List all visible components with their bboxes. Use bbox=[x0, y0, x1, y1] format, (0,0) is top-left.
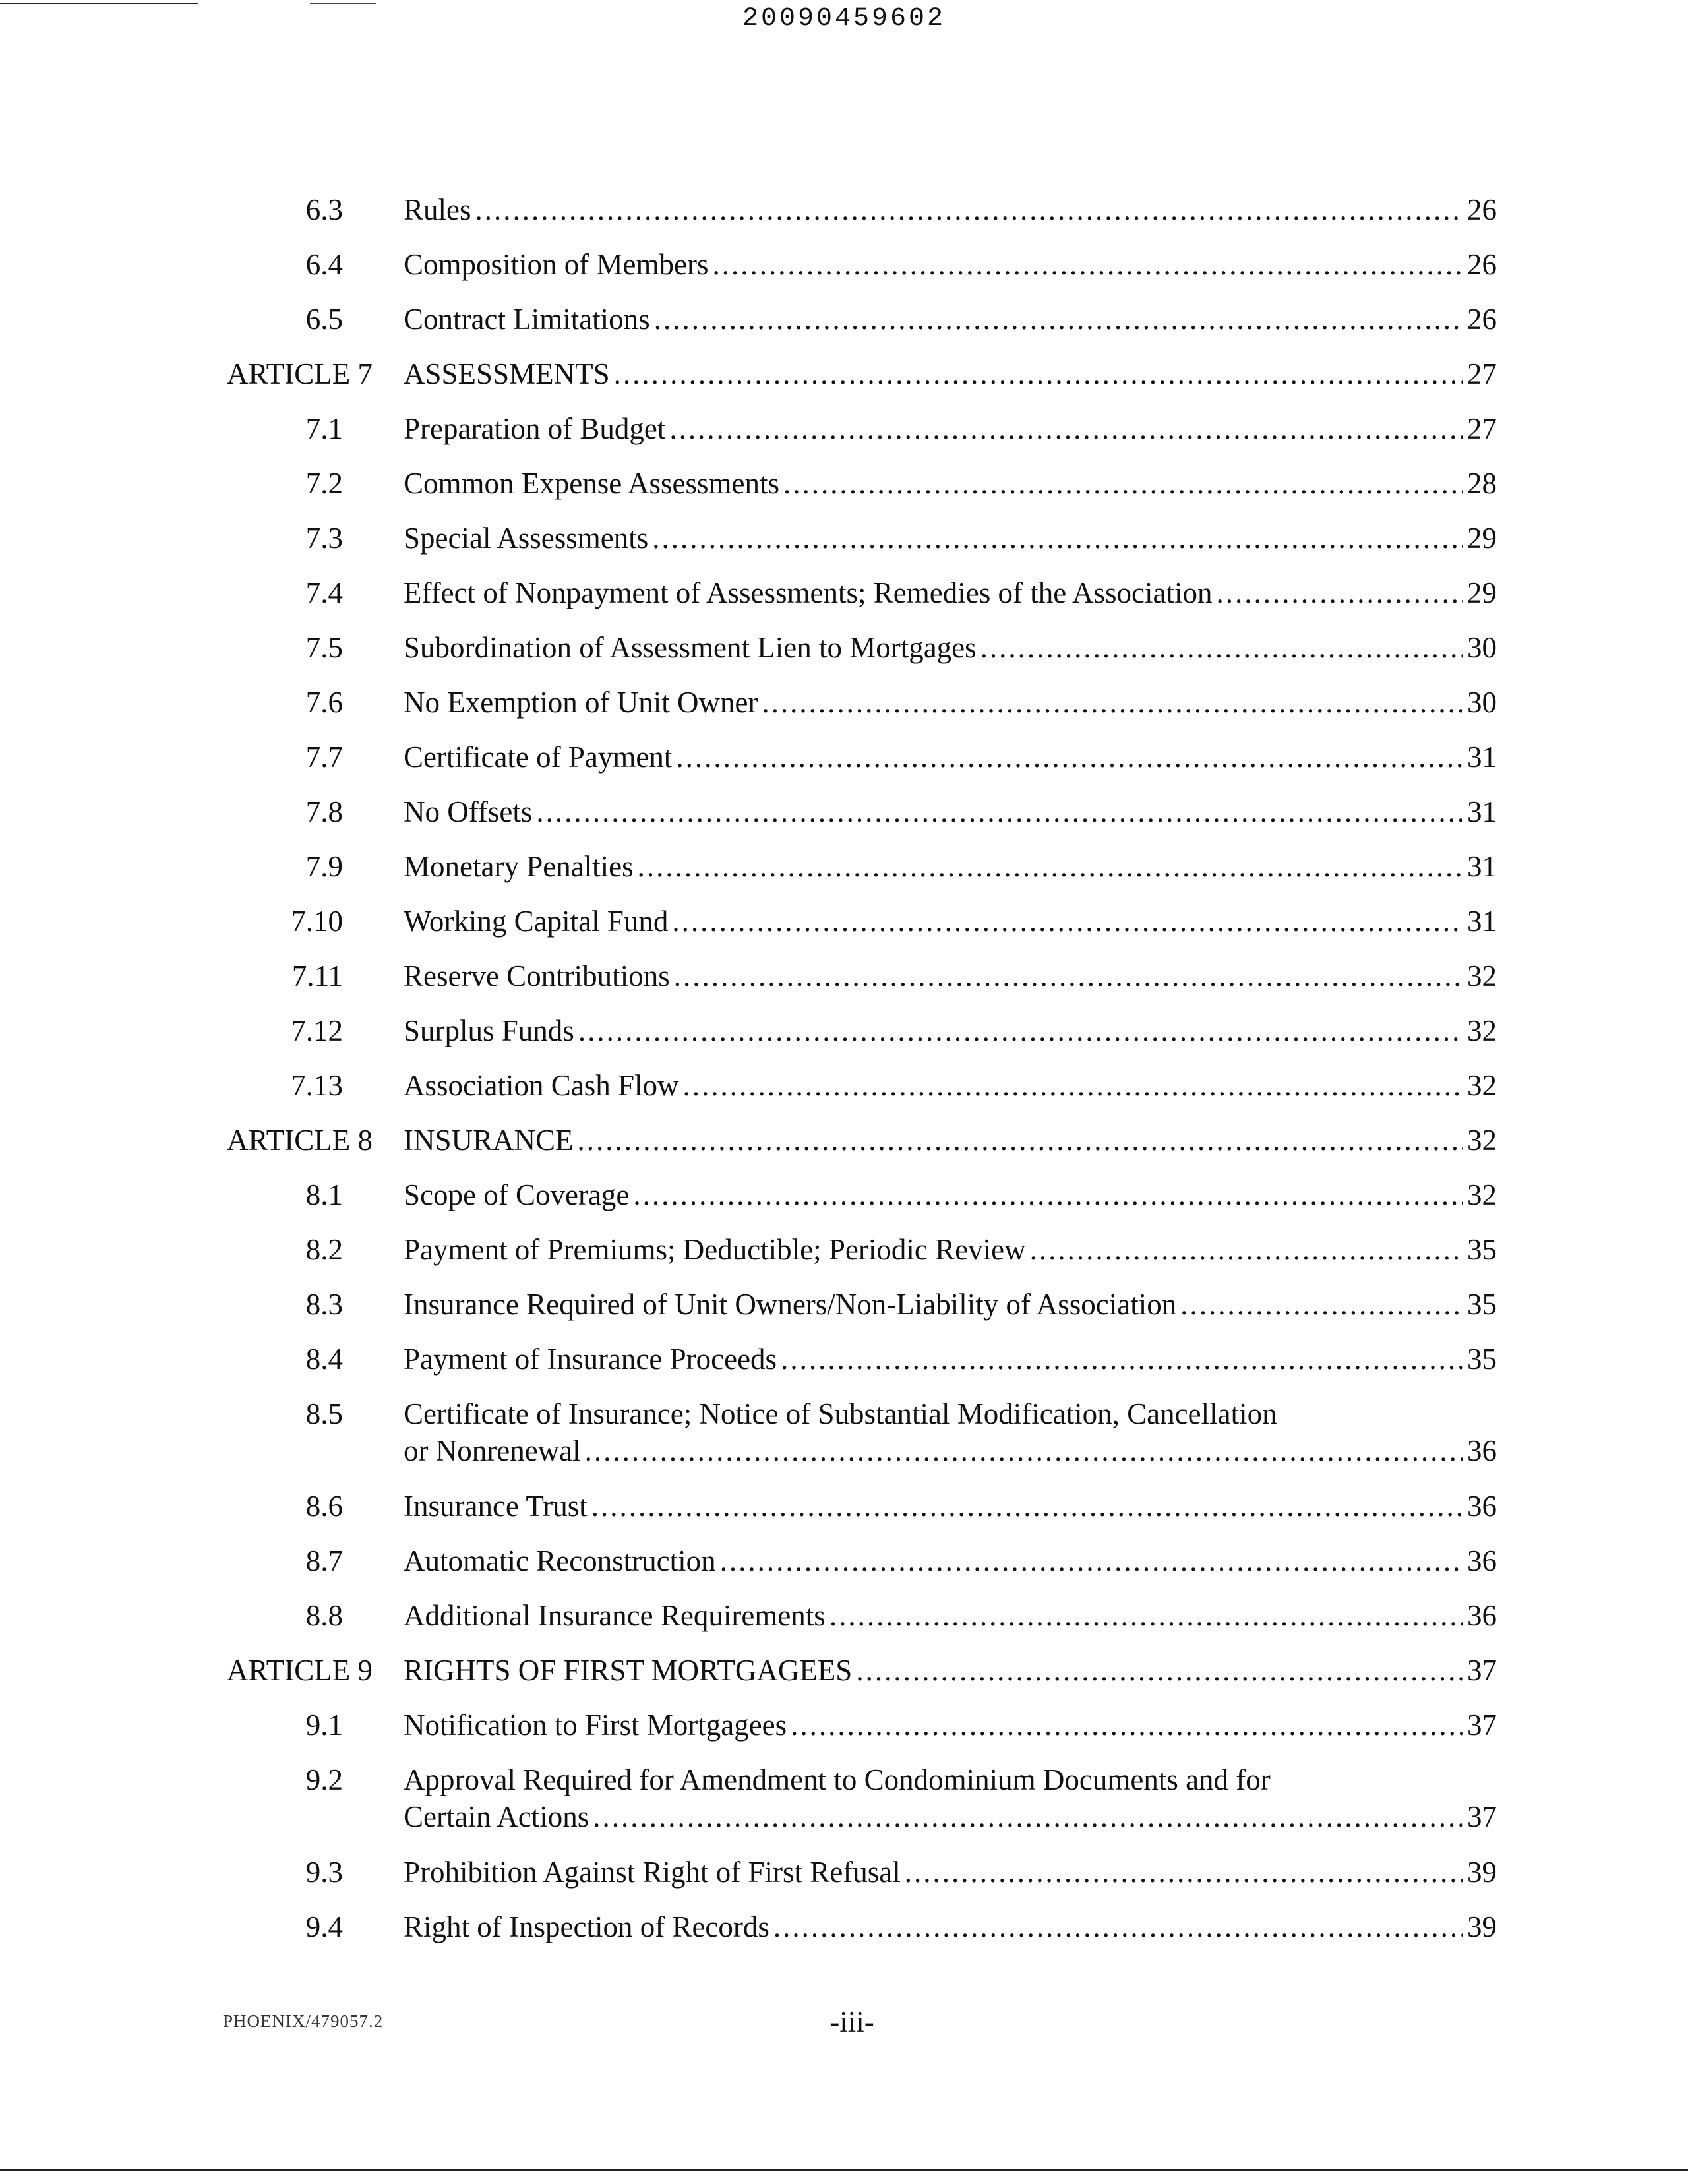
dot-leader bbox=[593, 1798, 1463, 1835]
toc-section-number: 6.4 bbox=[305, 248, 343, 281]
toc-section-number: 9.4 bbox=[305, 1910, 343, 1943]
toc-entry-title: Common Expense Assessments bbox=[404, 467, 779, 500]
toc-entry bbox=[404, 301, 1497, 338]
toc-section-row bbox=[0, 1395, 1688, 1488]
toc-page-number: 36 bbox=[1467, 1599, 1497, 1632]
toc-article-number: ARTICLE 9 bbox=[226, 1654, 373, 1687]
toc-section-row bbox=[0, 848, 1688, 903]
toc-section-number: 9.3 bbox=[305, 1856, 343, 1889]
toc-entry-title: Contract Limitations bbox=[404, 303, 650, 336]
toc-entry-line bbox=[404, 1542, 1497, 1579]
toc-section-number: 6.5 bbox=[305, 303, 343, 336]
toc-section-number: 7.1 bbox=[305, 412, 343, 445]
toc-entry bbox=[404, 410, 1497, 447]
toc-page-number: 27 bbox=[1467, 412, 1497, 445]
toc-section-row bbox=[0, 684, 1688, 739]
toc-entry bbox=[404, 574, 1497, 611]
dot-leader bbox=[683, 1067, 1463, 1104]
toc-page-number: 31 bbox=[1467, 795, 1497, 828]
dot-leader bbox=[638, 848, 1463, 885]
toc-entry-title: Reserve Contributions bbox=[404, 959, 670, 992]
toc-page-number: 36 bbox=[1467, 1490, 1497, 1523]
toc-entry-line bbox=[404, 355, 1497, 392]
toc-entry bbox=[404, 739, 1497, 775]
toc-entry-line bbox=[404, 739, 1497, 775]
toc-entry-title: Scope of Coverage bbox=[404, 1178, 630, 1211]
toc-section-row bbox=[0, 629, 1688, 684]
toc-entry bbox=[404, 355, 1497, 392]
toc-entry bbox=[404, 1707, 1497, 1744]
toc-section-row bbox=[0, 1488, 1688, 1542]
toc-entry-line bbox=[404, 684, 1497, 721]
toc-entry bbox=[404, 520, 1497, 557]
toc-section-row bbox=[0, 574, 1688, 629]
toc-page-number: 35 bbox=[1467, 1288, 1497, 1321]
toc-entry-line bbox=[404, 1122, 1497, 1159]
toc-section-row bbox=[0, 1597, 1688, 1652]
toc-entry-title: Subordination of Assessment Lien to Mortgages bbox=[404, 631, 977, 664]
toc-section-row bbox=[0, 465, 1688, 520]
toc-entry-line bbox=[404, 629, 1497, 666]
toc-section-row bbox=[0, 246, 1688, 301]
dot-leader bbox=[669, 410, 1463, 447]
toc-section-row bbox=[0, 1012, 1688, 1067]
toc-entry-line bbox=[404, 1652, 1497, 1689]
toc-section-row bbox=[0, 1231, 1688, 1286]
toc-entry-title: Certain Actions bbox=[404, 1800, 589, 1833]
toc-entry-line bbox=[404, 301, 1497, 338]
toc-entry-line bbox=[404, 957, 1497, 994]
toc-article-number: ARTICLE 8 bbox=[226, 1124, 373, 1157]
toc-entry bbox=[404, 246, 1497, 283]
toc-entry-title: Rules bbox=[404, 193, 471, 226]
toc-entry bbox=[404, 1652, 1497, 1689]
dot-leader bbox=[720, 1542, 1463, 1579]
toc-section-row bbox=[0, 957, 1688, 1012]
toc-entry-line bbox=[404, 1231, 1497, 1268]
toc-entry bbox=[404, 1122, 1497, 1159]
toc-page-number: 32 bbox=[1467, 1178, 1497, 1211]
toc-section-row bbox=[0, 903, 1688, 957]
toc-entry-title: Insurance Trust bbox=[404, 1490, 588, 1523]
toc-page-number: 35 bbox=[1467, 1343, 1497, 1376]
toc-page-number: 32 bbox=[1467, 1014, 1497, 1047]
toc-section-number: 7.6 bbox=[305, 686, 343, 719]
toc-entry bbox=[404, 465, 1497, 502]
dot-leader bbox=[712, 246, 1463, 283]
toc-page-number: 39 bbox=[1467, 1910, 1497, 1943]
toc-entry-title: Certificate of Payment bbox=[404, 741, 673, 774]
toc-article-row bbox=[0, 355, 1688, 410]
toc-entry bbox=[404, 1908, 1497, 1945]
toc-entry bbox=[404, 957, 1497, 994]
toc-entry-title: Payment of Premiums; Deductible; Periodic Review bbox=[404, 1233, 1026, 1266]
dot-leader bbox=[783, 465, 1463, 502]
toc-entry-line bbox=[404, 574, 1497, 611]
toc-section-row bbox=[0, 793, 1688, 848]
table-of-contents bbox=[0, 191, 1688, 1963]
toc-page-number: 26 bbox=[1467, 248, 1497, 281]
toc-page-number: 29 bbox=[1467, 576, 1497, 609]
toc-section-number: 7.12 bbox=[291, 1014, 343, 1047]
toc-entry-line bbox=[404, 410, 1497, 447]
toc-entry-line bbox=[404, 1798, 1497, 1835]
toc-entry-line bbox=[404, 1707, 1497, 1744]
toc-entry bbox=[404, 1341, 1497, 1378]
toc-entry bbox=[404, 1231, 1497, 1268]
dot-leader bbox=[1216, 574, 1463, 611]
toc-entry-line bbox=[404, 1341, 1497, 1378]
toc-entry-title: No Offsets bbox=[404, 795, 533, 828]
toc-entry bbox=[404, 1176, 1497, 1213]
toc-page-number: 36 bbox=[1467, 1544, 1497, 1577]
toc-entry-title: Effect of Nonpayment of Assessments; Remedies of the Association bbox=[404, 576, 1213, 609]
toc-page-number: 27 bbox=[1467, 357, 1497, 390]
dot-leader bbox=[856, 1652, 1463, 1689]
toc-entry-title: Prohibition Against Right of First Refusal bbox=[404, 1856, 901, 1889]
toc-page-number: 32 bbox=[1467, 1069, 1497, 1102]
toc-page-number: 31 bbox=[1467, 905, 1497, 938]
document-number: 20090459602 bbox=[742, 4, 946, 34]
toc-page-number: 32 bbox=[1467, 959, 1497, 992]
toc-page-number: 37 bbox=[1467, 1654, 1497, 1687]
toc-section-row bbox=[0, 1067, 1688, 1122]
toc-entry-line bbox=[404, 1432, 1497, 1469]
toc-entry-title-line1: Certificate of Insurance; Notice of Substantial Modification, Cancellation bbox=[404, 1397, 1277, 1430]
dot-leader bbox=[633, 1176, 1463, 1213]
dot-leader bbox=[672, 903, 1463, 940]
toc-page-number: 37 bbox=[1467, 1709, 1497, 1742]
toc-page-number: 31 bbox=[1467, 850, 1497, 883]
toc-entry-title: Notification to First Mortgagees bbox=[404, 1709, 787, 1742]
dot-leader bbox=[781, 1341, 1463, 1378]
toc-page-number: 30 bbox=[1467, 631, 1497, 664]
dot-leader bbox=[762, 684, 1463, 721]
toc-section-row bbox=[0, 739, 1688, 793]
footer-document-code: PHOENIX/479057.2 bbox=[223, 2011, 384, 2031]
toc-entry-title: Payment of Insurance Proceeds bbox=[404, 1343, 777, 1376]
toc-entry-title: Preparation of Budget bbox=[404, 412, 666, 445]
toc-entry-line bbox=[404, 848, 1497, 885]
toc-entry-line bbox=[404, 1067, 1497, 1104]
toc-section-number: 8.7 bbox=[305, 1544, 343, 1577]
toc-entry-title: Composition of Members bbox=[404, 248, 709, 281]
toc-entry-line bbox=[404, 1286, 1497, 1323]
toc-section-number: 6.3 bbox=[305, 193, 343, 226]
toc-page-number: 26 bbox=[1467, 303, 1497, 336]
toc-entry-title: Additional Insurance Requirements bbox=[404, 1599, 826, 1632]
toc-section-number: 7.3 bbox=[305, 522, 343, 555]
toc-entry-title-line1: Approval Required for Amendment to Condominium Documents and for bbox=[404, 1763, 1271, 1796]
toc-page-number: 29 bbox=[1467, 522, 1497, 555]
toc-article-row bbox=[0, 1652, 1688, 1707]
toc-page-number: 36 bbox=[1467, 1434, 1497, 1467]
toc-entry-title: INSURANCE bbox=[404, 1124, 574, 1157]
toc-section-number: 7.8 bbox=[305, 795, 343, 828]
dot-leader bbox=[1180, 1286, 1463, 1323]
dot-leader bbox=[591, 1488, 1463, 1525]
toc-page-number: 35 bbox=[1467, 1233, 1497, 1266]
toc-entry-title: Surplus Funds bbox=[404, 1014, 574, 1047]
toc-section-number: 7.2 bbox=[305, 467, 343, 500]
toc-section-number: 7.10 bbox=[291, 905, 343, 938]
toc-entry bbox=[404, 1488, 1497, 1525]
toc-section-number: 9.2 bbox=[305, 1763, 343, 1796]
toc-entry bbox=[404, 1854, 1497, 1891]
toc-entry-title: or Nonrenewal bbox=[404, 1434, 581, 1467]
toc-entry-line bbox=[404, 465, 1497, 502]
toc-entry-title: Monetary Penalties bbox=[404, 850, 634, 883]
toc-section-row bbox=[0, 410, 1688, 465]
toc-entry-line bbox=[404, 1597, 1497, 1634]
toc-entry-title: Insurance Required of Unit Owners/Non-Liability of Association bbox=[404, 1288, 1177, 1321]
toc-entry-title: ASSESSMENTS bbox=[404, 357, 610, 390]
dot-leader bbox=[536, 793, 1463, 830]
toc-entry bbox=[404, 1597, 1497, 1634]
toc-entry-line bbox=[404, 1488, 1497, 1525]
toc-section-number: 7.4 bbox=[305, 576, 343, 609]
dot-leader bbox=[829, 1597, 1463, 1634]
toc-section-number: 7.7 bbox=[305, 741, 343, 774]
toc-section-number: 8.6 bbox=[305, 1490, 343, 1523]
toc-section-row bbox=[0, 301, 1688, 355]
toc-entry-line bbox=[404, 1854, 1497, 1891]
toc-article-number: ARTICLE 7 bbox=[226, 357, 373, 390]
toc-entry-line bbox=[404, 520, 1497, 557]
toc-section-number: 8.8 bbox=[305, 1599, 343, 1632]
toc-section-row bbox=[0, 1286, 1688, 1341]
toc-entry-line bbox=[404, 1176, 1497, 1213]
toc-page-number: 31 bbox=[1467, 741, 1497, 774]
toc-entry-title: Right of Inspection of Records bbox=[404, 1910, 769, 1943]
dot-leader bbox=[578, 1122, 1463, 1159]
toc-entry-line bbox=[404, 903, 1497, 940]
toc-entry bbox=[404, 1761, 1497, 1835]
dot-leader bbox=[674, 957, 1463, 994]
toc-section-number: 7.5 bbox=[305, 631, 343, 664]
dot-leader bbox=[980, 629, 1463, 666]
footer-page-number: -iii- bbox=[829, 2005, 874, 2038]
dot-leader bbox=[791, 1707, 1463, 1744]
toc-section-row bbox=[0, 1908, 1688, 1963]
scan-border-bottom bbox=[0, 2169, 1688, 2171]
toc-entry-line bbox=[404, 1012, 1497, 1049]
toc-entry-title: No Exemption of Unit Owner bbox=[404, 686, 758, 719]
toc-entry-title: RIGHTS OF FIRST MORTGAGEES bbox=[404, 1654, 853, 1687]
dot-leader bbox=[676, 739, 1463, 775]
toc-entry bbox=[404, 1286, 1497, 1323]
toc-section-number: 7.9 bbox=[305, 850, 343, 883]
toc-section-row bbox=[0, 1542, 1688, 1597]
toc-page-number: 37 bbox=[1467, 1800, 1497, 1833]
toc-entry bbox=[404, 1395, 1497, 1469]
toc-entry bbox=[404, 1542, 1497, 1579]
dot-leader bbox=[905, 1854, 1463, 1891]
toc-entry-line bbox=[404, 246, 1497, 283]
dot-leader bbox=[475, 191, 1463, 228]
toc-page-number: 28 bbox=[1467, 467, 1497, 500]
toc-section-number: 7.13 bbox=[291, 1069, 343, 1102]
toc-section-number: 9.1 bbox=[305, 1709, 343, 1742]
toc-section-number: 8.3 bbox=[305, 1288, 343, 1321]
toc-entry bbox=[404, 191, 1497, 228]
toc-page-number: 26 bbox=[1467, 193, 1497, 226]
toc-section-number: 8.1 bbox=[305, 1178, 343, 1211]
dot-leader bbox=[585, 1432, 1463, 1469]
toc-section-number: 8.2 bbox=[305, 1233, 343, 1266]
toc-section-number: 8.4 bbox=[305, 1343, 343, 1376]
toc-entry bbox=[404, 903, 1497, 940]
toc-page-number: 30 bbox=[1467, 686, 1497, 719]
toc-page-number: 32 bbox=[1467, 1124, 1497, 1157]
toc-section-row bbox=[0, 520, 1688, 574]
toc-entry-title: Automatic Reconstruction bbox=[404, 1544, 716, 1577]
dot-leader bbox=[1030, 1231, 1463, 1268]
toc-entry-title: Working Capital Fund bbox=[404, 905, 669, 938]
toc-section-row bbox=[0, 191, 1688, 246]
toc-entry-line bbox=[404, 793, 1497, 830]
toc-section-number: 7.11 bbox=[291, 959, 343, 992]
toc-section-row bbox=[0, 1854, 1688, 1908]
toc-entry bbox=[404, 848, 1497, 885]
dot-leader bbox=[654, 301, 1463, 338]
toc-entry-line bbox=[404, 191, 1497, 228]
toc-entry bbox=[404, 793, 1497, 830]
dot-leader bbox=[578, 1012, 1463, 1049]
dot-leader bbox=[614, 355, 1463, 392]
toc-section-row bbox=[0, 1761, 1688, 1854]
toc-entry bbox=[404, 1067, 1497, 1104]
toc-section-row bbox=[0, 1341, 1688, 1395]
toc-entry bbox=[404, 684, 1497, 721]
toc-entry bbox=[404, 1012, 1497, 1049]
toc-page-number: 39 bbox=[1467, 1856, 1497, 1889]
toc-section-row bbox=[0, 1176, 1688, 1231]
toc-entry-line bbox=[404, 1908, 1497, 1945]
toc-entry-title: Association Cash Flow bbox=[404, 1069, 679, 1102]
dot-leader bbox=[773, 1908, 1463, 1945]
dot-leader bbox=[652, 520, 1463, 557]
toc-entry bbox=[404, 629, 1497, 666]
toc-section-number: 8.5 bbox=[305, 1397, 343, 1430]
toc-section-row bbox=[0, 1707, 1688, 1761]
toc-entry-title: Special Assessments bbox=[404, 522, 649, 555]
toc-article-row bbox=[0, 1122, 1688, 1176]
